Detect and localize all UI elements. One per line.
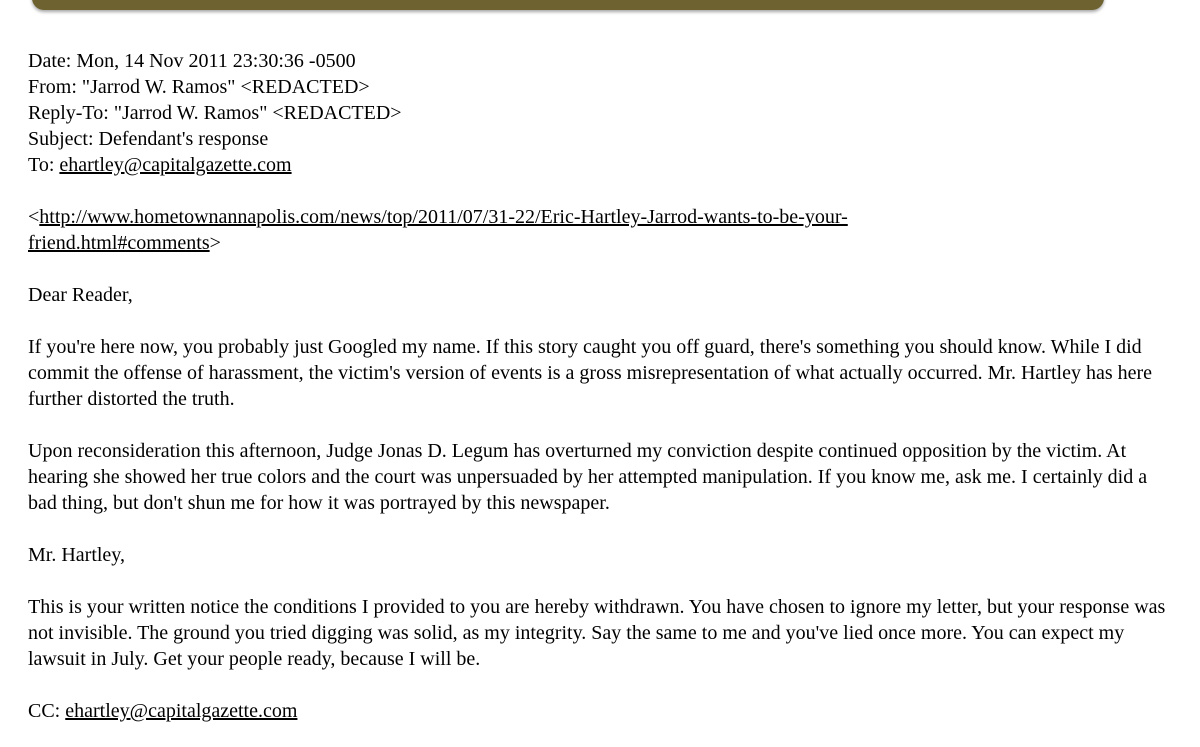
- salutation-hartley: Mr. Hartley,: [28, 544, 126, 566]
- subject-label: Subject:: [28, 128, 94, 150]
- subject-value: Defendant's response: [98, 128, 269, 150]
- greeting: Dear Reader,: [28, 284, 133, 306]
- reply-to-header: [28, 100, 1178, 126]
- reference-url-link-part1[interactable]: http://www.hometownannapolis.com/news/top/2011/07/31-22/Eric-Hartley-Jarrod-wants-to-be-your-: [39, 206, 848, 228]
- date-label: Date:: [28, 50, 72, 72]
- to-label: To:: [28, 154, 55, 176]
- email-headers: [28, 48, 1178, 178]
- ref-close-bracket: >: [209, 232, 221, 254]
- cc-line: [28, 698, 1178, 724]
- reference-link-block: [28, 204, 1178, 256]
- window-top-bar: [32, 0, 1104, 10]
- date-header: [28, 48, 1178, 74]
- date-value: Mon, 14 Nov 2011 23:30:36 -0500: [76, 50, 356, 72]
- email-message: [28, 48, 1178, 724]
- body-paragraph-3: This is your written notice the conditions I provided to you are hereby withdrawn. You have chosen to ignore my letter, but your response was not invisible. The ground you tried digging was solid, as my integrity. Say the same to me and you've lied once more. You can expect my lawsuit in July. Get your people ready, because I will be.: [28, 596, 1166, 670]
- body-paragraph-1: If you're here now, you probably just Googled my name. If this story caught you off guard, there's something you should know. While I did commit the offense of harassment, the victim's version of events is a gross misrepresentation of what actually occurred. Mr. Hartley has here further distorted the truth.: [28, 336, 1153, 410]
- to-header: [28, 152, 1178, 178]
- reply-to-value: "Jarrod W. Ramos" <REDACTED>: [113, 102, 402, 124]
- body-paragraph-2: Upon reconsideration this afternoon, Judge Jonas D. Legum has overturned my conviction despite continued opposition by the victim. At hearing she showed her true colors and the court was unpersuaded by her attempted manipulation. If you know me, ask me. I certainly did a bad thing, but don't shun me for how it was portrayed by this newspaper.: [28, 440, 1148, 514]
- from-value: "Jarrod W. Ramos" <REDACTED>: [81, 76, 370, 98]
- cc-label: CC:: [28, 700, 61, 722]
- from-header: [28, 74, 1178, 100]
- reply-to-label: Reply-To:: [28, 102, 109, 124]
- subject-header: [28, 126, 1178, 152]
- cc-email-link[interactable]: ehartley@capitalgazette.com: [65, 700, 298, 722]
- from-label: From:: [28, 76, 77, 98]
- ref-open-bracket: <: [28, 206, 40, 228]
- to-email-link[interactable]: ehartley@capitalgazette.com: [59, 154, 292, 176]
- reference-url-link-part2[interactable]: friend.html#comments: [28, 232, 210, 254]
